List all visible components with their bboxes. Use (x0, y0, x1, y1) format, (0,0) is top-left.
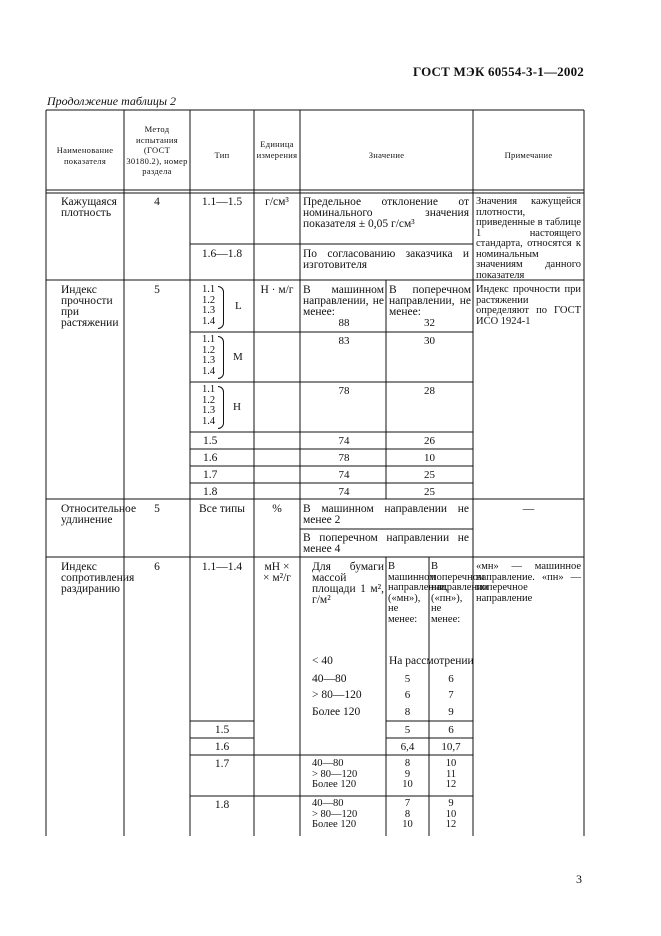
type-label: 1.3 (202, 405, 216, 417)
col-header-unit: Единица измерения (256, 139, 298, 160)
tear-note: «мн» — машинное направление. «пн» — поперечное направление (476, 561, 581, 604)
mass-range: 40—80 (312, 798, 344, 809)
tear-17-cross (429, 759, 473, 791)
elongation-method: 5 (154, 503, 160, 515)
density-note: Значения кажущейся плотности, приведенные в таблице 1 настоящего стандарта, относятся к номинальным значениям данного показателя (476, 196, 581, 281)
tensile-L-cross: 32 (424, 317, 435, 329)
tear-17-mach (386, 759, 429, 791)
tear-mass-40-80: 40—80 (312, 673, 347, 685)
tensile-17-mach: 74 (338, 469, 350, 481)
type-label: 1.2 (202, 394, 216, 406)
mach-value: 8 (404, 758, 411, 769)
density-value-2: По согласованию заказчика и изготовителя (303, 248, 469, 271)
type-label: 1.1 (202, 334, 216, 345)
cross-value: 12 (445, 819, 457, 831)
col-header-method: Метод испытания (ГОСТ 30180.2), номер раздела (126, 124, 188, 176)
type-label: 1.4 (202, 365, 216, 377)
type-label: 1.4 (202, 415, 216, 427)
standard-header: ГОСТ МЭК 60554-3-1—2002 (412, 64, 584, 79)
mach-value: 8 (404, 808, 411, 820)
density-name: Кажущаяся плотность (61, 196, 117, 219)
tensile-mach-header: В машинном направлении, не менее: (303, 284, 384, 318)
tensile-type-18: 1.8 (203, 486, 218, 498)
group-label-L: L (235, 300, 242, 312)
tear-mach-header: В машинном направлении, («мн»), не менее: (388, 561, 448, 625)
tensile-18-mach: 74 (338, 486, 350, 498)
tensile-16-mach: 78 (338, 452, 350, 464)
bracket-M (218, 336, 224, 379)
tear-type-14: 1.1—1.4 (201, 561, 243, 573)
mass-range: > 80—120 (312, 768, 358, 780)
tensile-15-cross: 26 (424, 435, 435, 447)
type-label: 1.1 (202, 384, 216, 395)
type-label: 1.3 (202, 305, 216, 317)
elongation-unit: % (272, 503, 282, 515)
type-label: 1.4 (202, 315, 216, 327)
tear-mass-gt120: Более 120 (312, 706, 361, 718)
bracket-H (218, 386, 224, 429)
bracket-L (218, 286, 224, 329)
tear-15-mach: 5 (404, 724, 411, 736)
tensile-method: 5 (154, 284, 160, 296)
mach-value: 9 (404, 768, 411, 780)
density-type-2: 1.6—1.8 (201, 248, 243, 260)
tear-18-mass (312, 799, 357, 831)
density-value-1: Предельное отклонение от номинального значения показателя ± 0,05 г/см³ (303, 196, 469, 230)
cross-value: 12 (445, 779, 457, 791)
col-header-name: Наименование показателя (56, 145, 114, 166)
tensile-types-M (202, 335, 215, 377)
tensile-types-H (202, 385, 215, 427)
density-unit: г/см³ (265, 196, 289, 208)
tear-14-cross-1: 6 (448, 673, 454, 685)
tear-15-cross: 6 (448, 724, 454, 736)
tear-14-mach-2: 6 (404, 689, 411, 701)
col-header-value: Значение (368, 150, 405, 160)
tensile-type-15: 1.5 (203, 435, 218, 447)
tensile-18-cross: 25 (424, 486, 435, 498)
tensile-unit: Н · м/г (260, 284, 294, 296)
tensile-cross-header: В поперечном направлении, не менее: (389, 284, 471, 318)
tensile-M-mach: 83 (338, 335, 350, 347)
tensile-note: Индекс прочности при растяжении определяют по ГОСТ ИСО 1924-1 (476, 284, 581, 327)
tear-18-mach (386, 799, 429, 831)
tensile-17-cross: 25 (424, 469, 435, 481)
mach-value: 10 (402, 819, 413, 831)
tensile-15-mach: 74 (338, 435, 350, 447)
group-label-H: H (233, 401, 241, 413)
mach-value: 10 (402, 779, 413, 791)
elongation-note: — (522, 503, 535, 515)
tear-name: Индекс сопротивления раздиранию (61, 561, 135, 595)
tear-18-cross (429, 799, 473, 831)
tensile-type-17: 1.7 (203, 469, 218, 481)
cross-value: 10 (445, 758, 457, 769)
group-label-M: M (233, 351, 243, 363)
tear-unit: мН × × м²/г (263, 561, 291, 584)
mass-range: 40—80 (312, 758, 344, 769)
tear-cross-header: В поперечном направлении («пн»), не менее: (431, 561, 489, 625)
tear-16-cross: 10,7 (441, 741, 461, 753)
cross-value: 10 (445, 808, 457, 820)
elongation-type: Все типы (199, 503, 245, 515)
type-label: 1.2 (202, 294, 216, 306)
tear-mass-lt40: < 40 (312, 655, 333, 667)
mass-range: Более 120 (312, 779, 357, 791)
type-label: 1.1 (202, 284, 216, 295)
density-method: 4 (154, 196, 160, 208)
elongation-name: Относительное удлинение (61, 503, 137, 526)
tear-type-18: 1.8 (214, 799, 230, 811)
type-label: 1.3 (202, 355, 216, 367)
cross-value: 11 (445, 768, 457, 780)
tear-mass-header: Для бумаги массой площади 1 м², г/м² (312, 561, 384, 606)
density-type-1: 1.1—1.5 (201, 196, 243, 208)
table-caption: Продолжение таблицы 2 (47, 94, 177, 108)
tensile-H-cross: 28 (424, 385, 435, 397)
tear-review: На рассмотрении (389, 655, 474, 667)
tear-16-mach: 6,4 (400, 741, 415, 753)
tear-mass-80-120: > 80—120 (312, 689, 362, 701)
tear-type-16: 1.6 (214, 741, 230, 753)
mass-range: Более 120 (312, 819, 357, 831)
page-number: 3 (576, 872, 582, 886)
tensile-name: Индекс прочности при растяжении (61, 284, 119, 329)
tear-14-mach-1: 5 (404, 673, 411, 685)
elongation-value-1: В машинном направлении не менее 2 (303, 503, 469, 526)
tear-17-mass (312, 759, 357, 791)
tensile-16-cross: 10 (424, 452, 435, 464)
cross-value: 9 (448, 798, 454, 809)
tear-14-mach-3: 8 (404, 706, 411, 718)
col-header-note: Примечание (504, 150, 553, 160)
tensile-types-L (202, 285, 215, 327)
mass-range: > 80—120 (312, 808, 358, 820)
tear-type-17: 1.7 (214, 758, 230, 770)
tear-type-15: 1.5 (214, 724, 230, 736)
tear-method: 6 (154, 561, 160, 573)
tensile-L-mach: 88 (338, 317, 350, 329)
tensile-M-cross: 30 (424, 335, 435, 347)
tensile-type-16: 1.6 (203, 452, 218, 464)
col-header-type: Тип (214, 150, 230, 160)
mach-value: 7 (404, 798, 411, 809)
tensile-H-mach: 78 (338, 385, 350, 397)
type-label: 1.2 (202, 344, 216, 356)
tear-14-cross-3: 9 (448, 706, 454, 718)
elongation-value-2: В поперечном направлении не менее 4 (303, 532, 469, 555)
tear-14-cross-2: 7 (448, 689, 454, 701)
